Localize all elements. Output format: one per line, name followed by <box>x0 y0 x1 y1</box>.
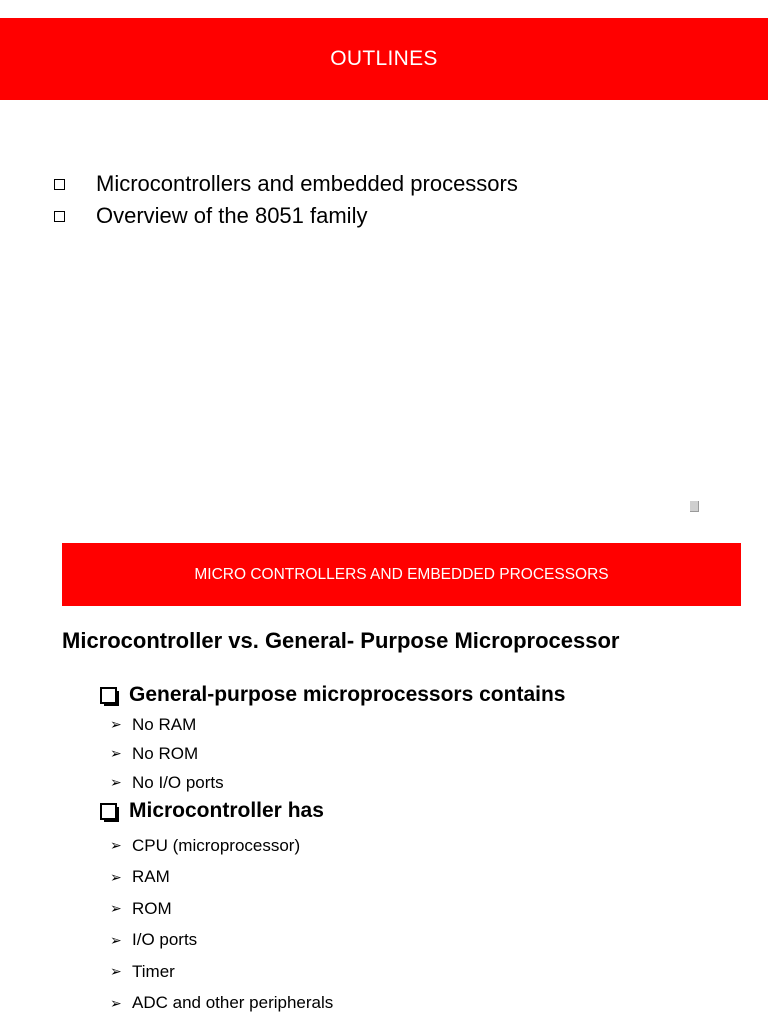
section-banner-title: MICRO CONTROLLERS AND EMBEDDED PROCESSORS <box>194 565 609 583</box>
list-item-label: No I/O ports <box>132 772 224 792</box>
outline-item <box>52 200 518 232</box>
arrowhead-bullet-icon: ➢ <box>110 931 122 948</box>
list-item <box>110 925 333 957</box>
arrowhead-bullet-icon: ➢ <box>110 963 122 980</box>
list-item <box>110 830 333 862</box>
square-bullet-icon <box>54 211 65 222</box>
list-item <box>110 710 565 739</box>
list-item-label: Timer <box>132 961 175 981</box>
section-title <box>100 796 333 826</box>
arrowhead-bullet-icon: ➢ <box>110 868 122 885</box>
arrowhead-bullet-icon: ➢ <box>110 774 122 790</box>
list-item <box>110 893 333 925</box>
checkbox-bullet-icon <box>100 687 117 704</box>
list-item <box>110 956 333 988</box>
page-marker-icon <box>690 501 699 512</box>
list-item-label: No ROM <box>132 743 199 763</box>
outline-list <box>52 168 518 232</box>
list-item-label: ROM <box>132 898 172 918</box>
section-microcontroller <box>100 796 333 1019</box>
list-item-label: I/O ports <box>132 930 198 950</box>
arrowhead-bullet-icon: ➢ <box>110 837 122 854</box>
list-item-label: No RAM <box>132 714 197 734</box>
outline-item-label: Overview of the 8051 family <box>96 203 368 228</box>
arrowhead-bullet-icon: ➢ <box>110 745 122 761</box>
list-item-label: RAM <box>132 867 170 887</box>
list-item-label: CPU (microprocessor) <box>132 835 301 855</box>
section-title-label: Microcontroller has <box>129 799 324 822</box>
section-title <box>100 680 565 710</box>
checkbox-bullet-icon <box>100 803 117 820</box>
list-item <box>110 988 333 1020</box>
section-banner <box>62 543 741 606</box>
square-bullet-icon <box>54 179 65 190</box>
arrowhead-bullet-icon: ➢ <box>110 900 122 917</box>
list-item <box>110 739 565 768</box>
list-item-label: ADC and other peripherals <box>132 993 334 1013</box>
arrowhead-bullet-icon: ➢ <box>110 716 122 732</box>
arrowhead-bullet-icon: ➢ <box>110 994 122 1011</box>
sub-list <box>100 830 333 1019</box>
list-item <box>110 862 333 894</box>
outline-item-label: Microcontrollers and embedded processors <box>96 171 518 196</box>
outline-item <box>52 168 518 200</box>
section-title-label: General-purpose microprocessors contains <box>129 683 566 706</box>
list-item <box>110 768 565 797</box>
sub-list <box>100 710 565 797</box>
outlines-title: OUTLINES <box>330 47 438 70</box>
page-heading: Microcontroller vs. General- Purpose Microprocessor <box>62 628 620 653</box>
outlines-banner <box>0 18 768 100</box>
section-general-purpose <box>100 680 565 797</box>
